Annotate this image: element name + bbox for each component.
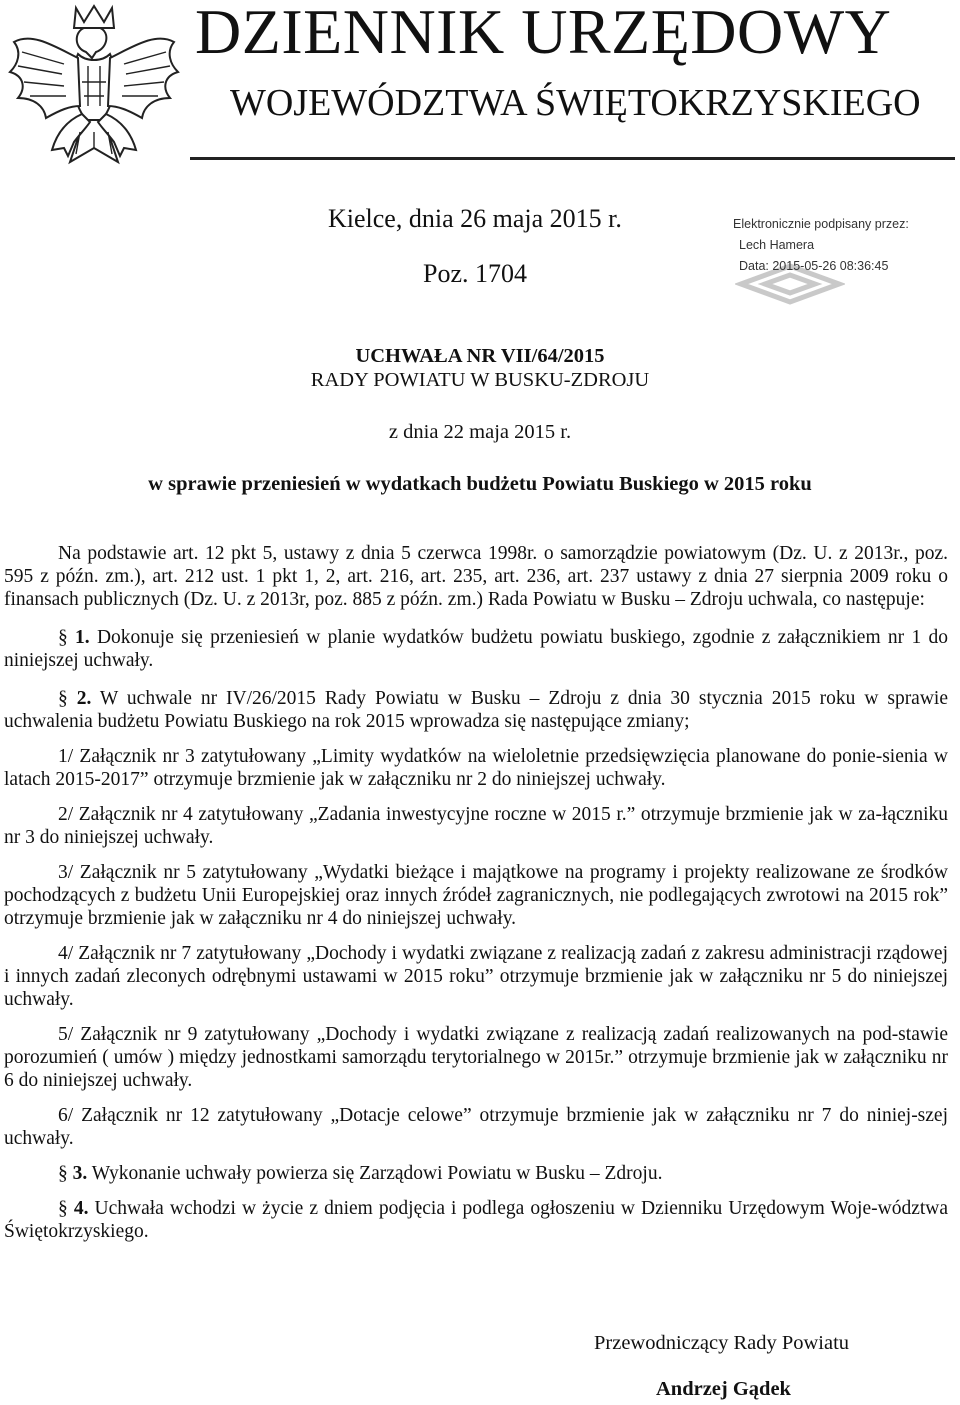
resolution-number: UCHWAŁA NR VII/64/2015 bbox=[355, 345, 605, 367]
list-item: 3/ Załącznik nr 5 zatytułowany „Wydatki bieżące i majątkowe na programy i projekty realizowane ze środków pochodzących z budżetu Unii Europejskiej oraz innych źródeł zagranicznych, nie podlegających zwrotowi na 2015 rok” otrzymuje brzmienie jak w załączniku nr 4 do niniejszej uchwały. bbox=[4, 862, 948, 929]
section-3: § 3. Wykonanie uchwały powierza się Zarządowi Powiatu w Busku – Zdroju. bbox=[58, 1163, 663, 1184]
resolution-subject: w sprawie przeniesień w wydatkach budżetu Powiatu Buskiego w 2015 roku bbox=[148, 473, 812, 495]
section-3-mark: 3. bbox=[72, 1163, 88, 1184]
list-item: 1/ Załącznik nr 3 zatytułowany „Limity wydatków na wieloletnie przedsięwzięcia planowane do ponie-sienia w latach 2015-2017” otrzymuje brzmienie jak w załączniku nr 2 do niniejszej uchwały. bbox=[4, 746, 948, 790]
signature-label: Elektronicznie podpisany przez: bbox=[733, 217, 909, 231]
signature-date: Data: 2015-05-26 08:36:45 bbox=[739, 259, 889, 273]
resolution-issuer: RADY POWIATU W BUSKU-ZDROJU bbox=[310, 369, 650, 391]
section-2: § 2. W uchwale nr IV/26/2015 Rady Powiatu w Busku – Zdroju z dnia 30 stycznia 2015 roku w sprawie uchwalenia budżetu Powiatu Buskiego na rok 2015 wprowadza się następujące zmiany; bbox=[4, 688, 948, 732]
resolution-date: z dnia 22 maja 2015 r. bbox=[388, 421, 572, 443]
journal-subtitle: WOJEWÓDZTWA ŚWIĘTOKRZYSKIEGO bbox=[230, 82, 921, 124]
list-item: 2/ Załącznik nr 4 zatytułowany „Zadania inwestycyjne roczne w 2015 r.” otrzymuje brzmienie jak w za-łączniku nr 3 do niniejszej uchwały. bbox=[4, 804, 948, 848]
section-1-mark: 1. bbox=[75, 627, 90, 648]
list-item: 4/ Załącznik nr 7 zatytułowany „Dochody i wydatki związane z realizacją zadań z zakresu administracji rządowej i innych zadań zleconych odrębnymi ustawami w 2015 roku” otrzymuje brzmienie jak w załączniku nr 5 do niniejszej uchwały. bbox=[4, 943, 948, 1010]
signer-name: Andrzej Gądek bbox=[656, 1378, 791, 1400]
section-1-text: Dokonuje się przeniesień w planie wydatków budżetu powiatu buskiego, zgodnie z załącznikiem nr 1 do niniejszej uchwały. bbox=[4, 627, 948, 671]
position-number: Poz. 1704 bbox=[423, 259, 527, 288]
header-divider bbox=[190, 157, 955, 160]
signer-role: Przewodniczący Rady Powiatu bbox=[594, 1332, 850, 1354]
electronic-signature bbox=[733, 214, 933, 277]
section-4: § 4. Uchwała wchodzi w życie z dniem podjęcia i podlega ogłoszeniu w Dzienniku Urzędowym Woje-wództwa Świętokrzyskiego. bbox=[4, 1198, 949, 1242]
section-2-text: W uchwale nr IV/26/2015 Rady Powiatu w Busku – Zdroju z dnia 30 stycznia 2015 roku w sprawie uchwalenia budżetu Powiatu Buskiego na rok 2015 wprowadza się następujące zmiany; bbox=[4, 688, 948, 732]
journal-title: DZIENNIK URZĘDOWY bbox=[195, 0, 892, 67]
preamble: Na podstawie art. 12 pkt 5, ustawy z dnia 5 czerwca 1998r. o samorządzie powiatowym (Dz. U. z 2013r., poz. 595 z późn. zm.), art. 212 ust. 1 pkt 1, 2, art. 216, art. 235, art. 236, art. 237 ustawy z dnia 27 sierpnia 2009 roku o finansach publicznych (Dz. U. z 2013r, poz. 885 z późn. zm.) Rada Powiatu w Busku – Zdroju uchwala, co następuje: bbox=[4, 543, 948, 610]
publication-dateline: Kielce, dnia 26 maja 2015 r. bbox=[328, 204, 622, 233]
list-item: 6/ Załącznik nr 12 zatytułowany „Dotacje celowe” otrzymuje brzmienie jak w załączniku nr 7 do niniej-szej uchwały. bbox=[4, 1105, 948, 1149]
section-4-text: Uchwała wchodzi w życie z dniem podjęcia i podlega ogłoszeniu w Dzienniku Urzędowym Woje-wództwa Świętokrzyskiego. bbox=[4, 1198, 949, 1242]
polish-eagle-emblem bbox=[4, 2, 184, 188]
section-3-text: Wykonanie uchwały powierza się Zarządowi Powiatu w Busku – Zdroju. bbox=[87, 1163, 663, 1184]
signer-electronic: Lech Hamera bbox=[739, 238, 815, 252]
section-2-mark: 2. bbox=[76, 688, 92, 709]
section-4-mark: 4. bbox=[73, 1198, 89, 1219]
resolution-body bbox=[4, 542, 948, 1243]
section-1: § 1. Dokonuje się przeniesień w planie wydatków budżetu powiatu buskiego, zgodnie z załącznikiem nr 1 do niniejszej uchwały. bbox=[4, 627, 948, 671]
list-item: 5/ Załącznik nr 9 zatytułowany „Dochody i wydatki związane z realizacją zadań realizowanych na pod-stawie porozumień ( umów ) między jednostkami samorządu terytorialnego w 2015r.” otrzymuje brzmienie jak w załączniku nr 6 do niniejszej uchwały. bbox=[4, 1024, 948, 1091]
